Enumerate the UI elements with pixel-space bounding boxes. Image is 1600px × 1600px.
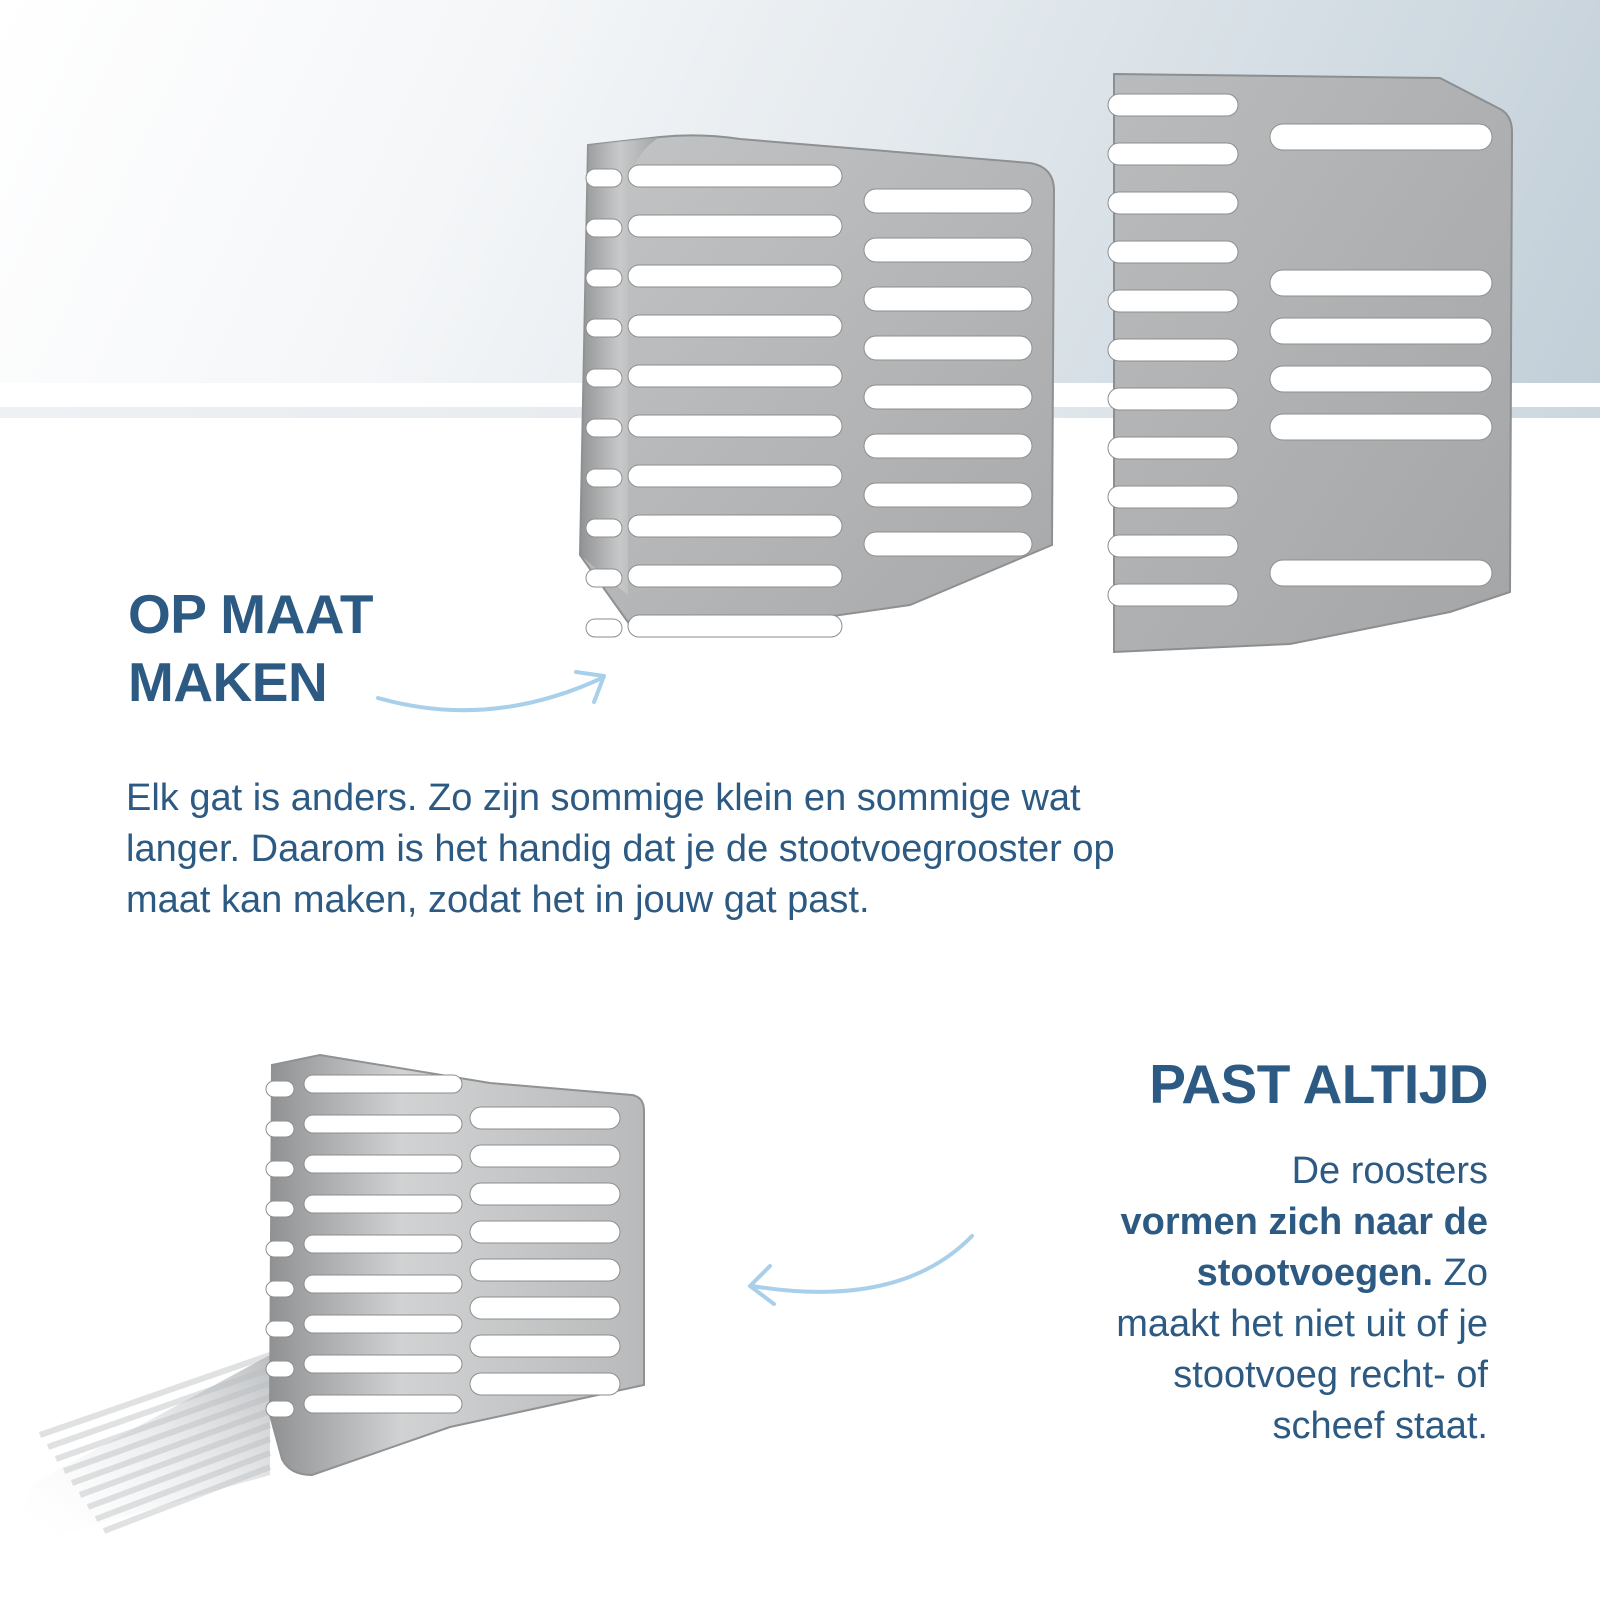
grille-slot [628, 315, 842, 337]
section2-line2-bold: vormen zich naar de [1120, 1201, 1488, 1243]
grille-slot [304, 1235, 462, 1253]
grille-slot [304, 1075, 462, 1093]
section1-body-line3: maat kan maken, zodat het in jouw gat past. [126, 879, 870, 921]
grille-slot [586, 169, 622, 187]
curved-arrow-left-icon [740, 1230, 980, 1320]
grille-slot [1270, 366, 1492, 392]
grille-slot [1108, 584, 1238, 606]
grille-slot [1270, 124, 1492, 150]
grille-slot [628, 215, 842, 237]
curved-arrow-right-icon [370, 650, 620, 730]
grille-slot [470, 1145, 620, 1167]
grille-slot [1270, 318, 1492, 344]
grille-slot [1270, 270, 1492, 296]
grille-slot [864, 385, 1032, 409]
grille-slot [628, 165, 842, 187]
grille-slot [304, 1395, 462, 1413]
grille-slot [628, 365, 842, 387]
grille-slot [586, 519, 622, 537]
grille-slot [864, 483, 1032, 507]
grille-slot [470, 1373, 620, 1395]
grille-slot [266, 1401, 294, 1417]
grille-slot [470, 1107, 620, 1129]
grille-slot [628, 615, 842, 637]
grille-slot [304, 1155, 462, 1173]
grille-slot [1108, 94, 1238, 116]
section1-body-line1: Elk gat is anders. Zo zijn sommige klein en sommige wat [126, 777, 1081, 819]
grille-slot [586, 419, 622, 437]
grille-slot [1108, 486, 1238, 508]
grille-slot [864, 532, 1032, 556]
section1-heading-line2: MAKEN [128, 651, 328, 713]
section2-line3 [1197, 1248, 1488, 1299]
grille-slot [586, 269, 622, 287]
section1-heading-line1: OP MAAT [128, 583, 374, 645]
section2-line4: maakt het niet uit of je [1116, 1303, 1488, 1345]
grille-slot [1108, 388, 1238, 410]
section2-line5: stootvoeg recht- of [1173, 1354, 1488, 1396]
grille-slot [864, 189, 1032, 213]
grille-slot [586, 469, 622, 487]
grille-slot [304, 1115, 462, 1133]
grille-slot [1108, 241, 1238, 263]
section2-line1: De roosters [1291, 1150, 1488, 1192]
grille-slot [586, 369, 622, 387]
grille-slot [470, 1259, 620, 1281]
grille-slot [266, 1361, 294, 1377]
grille-slot [470, 1183, 620, 1205]
grille-slot [586, 219, 622, 237]
grille-slot [470, 1335, 620, 1357]
grille-slot [628, 565, 842, 587]
section2-line3-rest: Zo [1433, 1252, 1488, 1294]
grille-with-shadow-photo [20, 1055, 680, 1575]
flat-grille-photo [1110, 72, 1525, 662]
grille-slot [864, 287, 1032, 311]
grille-slot [1270, 414, 1492, 440]
grille-slot [266, 1121, 294, 1137]
grille-slot [470, 1297, 620, 1319]
grille-slot [1108, 290, 1238, 312]
grille-slot [1108, 143, 1238, 165]
grille-slot [1108, 535, 1238, 557]
grille-slot [586, 619, 622, 637]
grille-slot [266, 1201, 294, 1217]
grille-slot [470, 1221, 620, 1243]
grille-slot [586, 569, 622, 587]
grille-slot [628, 415, 842, 437]
grille-slot [266, 1081, 294, 1097]
grille-slot [864, 434, 1032, 458]
grille-slot [1108, 192, 1238, 214]
bent-grille-photo [560, 125, 1080, 655]
grille-slot [864, 238, 1032, 262]
section1-body-line2: langer. Daarom is het handig dat je de stootvoegrooster op [126, 828, 1115, 870]
section2-heading: PAST ALTIJD [1149, 1053, 1488, 1115]
grille-slot [628, 265, 842, 287]
section2-line6: scheef staat. [1272, 1405, 1488, 1447]
grille-slot [1270, 560, 1492, 586]
grille-slot [266, 1321, 294, 1337]
grille-slot [628, 515, 842, 537]
grille-slot [266, 1241, 294, 1257]
grille-slot [304, 1355, 462, 1373]
grille-slot [586, 319, 622, 337]
section2-line3-bold: stootvoegen. [1196, 1252, 1434, 1294]
grille-slot [304, 1275, 462, 1293]
grille-slot [628, 465, 842, 487]
grille-slot [864, 336, 1032, 360]
grille-slot [304, 1195, 462, 1213]
grille-slot [266, 1161, 294, 1177]
grille-slot [1108, 437, 1238, 459]
grille-slot [304, 1315, 462, 1333]
grille-slot [1108, 339, 1238, 361]
grille-slot [266, 1281, 294, 1297]
